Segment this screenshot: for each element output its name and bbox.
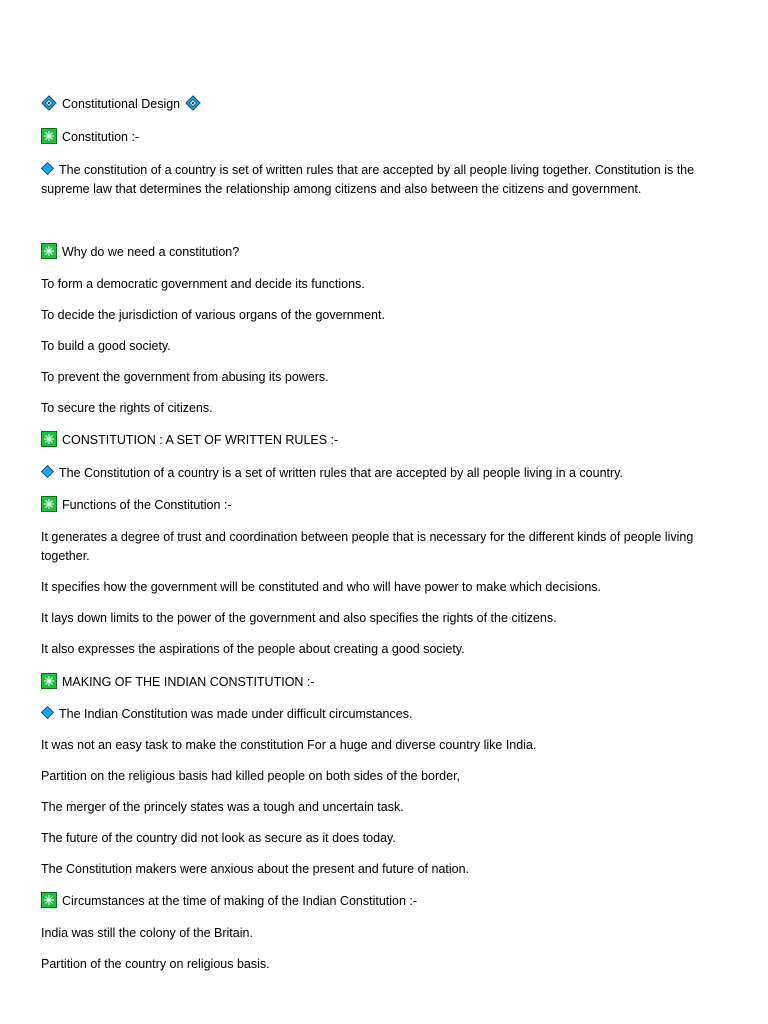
section-heading (41, 496, 733, 515)
body-line: It was not an easy task to make the constitution For a huge and diverse country like India. (41, 738, 537, 752)
blue-diamond-icon (41, 706, 54, 719)
body-line: To prevent the government from abusing its powers. (41, 370, 329, 384)
body-line: To build a good society. (41, 339, 171, 353)
section-heading-text: Circumstances at the time of making of the Indian Constitution :- (62, 894, 418, 908)
body-line: The future of the country did not look as secure as it does today. (41, 831, 396, 845)
blue-diamond-icon (41, 162, 54, 175)
body-line: To secure the rights of citizens. (41, 401, 213, 415)
section-heading-text: MAKING OF THE INDIAN CONSTITUTION :- (62, 675, 315, 689)
point-paragraph (41, 161, 733, 199)
green-square-icon (41, 128, 57, 144)
point-text: The Indian Constitution was made under difficult circumstances. (59, 707, 413, 721)
body-line: It also expresses the aspirations of the people about creating a good society. (41, 642, 465, 656)
section-heading-text: CONSTITUTION : A SET OF WRITTEN RULES :- (62, 433, 339, 447)
body-line: It specifies how the government will be constituted and who will have power to make which decisions. (41, 580, 602, 594)
body-line: India was still the colony of the Britain. (41, 926, 253, 940)
section-heading-text: Why do we need a constitution? (62, 245, 240, 259)
green-square-icon (41, 243, 57, 259)
point-text: The constitution of a country is set of written rules that are accepted by all people living together. Constitution is the supreme law that determines the relationship among citizens and also between the citizens and government. (41, 163, 695, 196)
body-line: To decide the jurisdiction of various organs of the government. (41, 308, 385, 322)
body-line: The Constitution makers were anxious about the present and future of nation. (41, 862, 470, 876)
section-heading (41, 431, 733, 450)
body-line: The merger of the princely states was a tough and uncertain task. (41, 800, 404, 814)
green-square-icon (41, 892, 57, 908)
body-line: To form a democratic government and decide its functions. (41, 277, 365, 291)
document-title: Constitutional Design (62, 97, 181, 111)
green-square-icon (41, 673, 57, 689)
document-title-line (41, 95, 733, 114)
point-paragraph (41, 464, 733, 483)
green-square-icon (41, 431, 57, 447)
body-line: It generates a degree of trust and coordination between people that is necessary for the different kinds of people living together. (41, 530, 694, 563)
section-heading (41, 243, 733, 262)
blue-diamond-icon (41, 465, 54, 478)
section-heading (41, 892, 733, 911)
point-text: The Constitution of a country is a set of written rules that are accepted by all people living in a country. (59, 466, 623, 480)
diamond-ornament-icon (185, 95, 201, 111)
point-paragraph (41, 705, 733, 724)
section-heading (41, 673, 733, 692)
body-line: It lays down limits to the power of the government and also specifies the rights of the citizens. (41, 611, 557, 625)
section-heading (41, 128, 733, 147)
body-line: Partition on the religious basis had killed people on both sides of the border, (41, 769, 461, 783)
green-square-icon (41, 496, 57, 512)
body-line: Partition of the country on religious basis. (41, 957, 270, 971)
section-heading-text: Functions of the Constitution :- (62, 498, 232, 512)
section-heading-text: Constitution :- (62, 130, 140, 144)
diamond-ornament-icon (41, 95, 57, 111)
